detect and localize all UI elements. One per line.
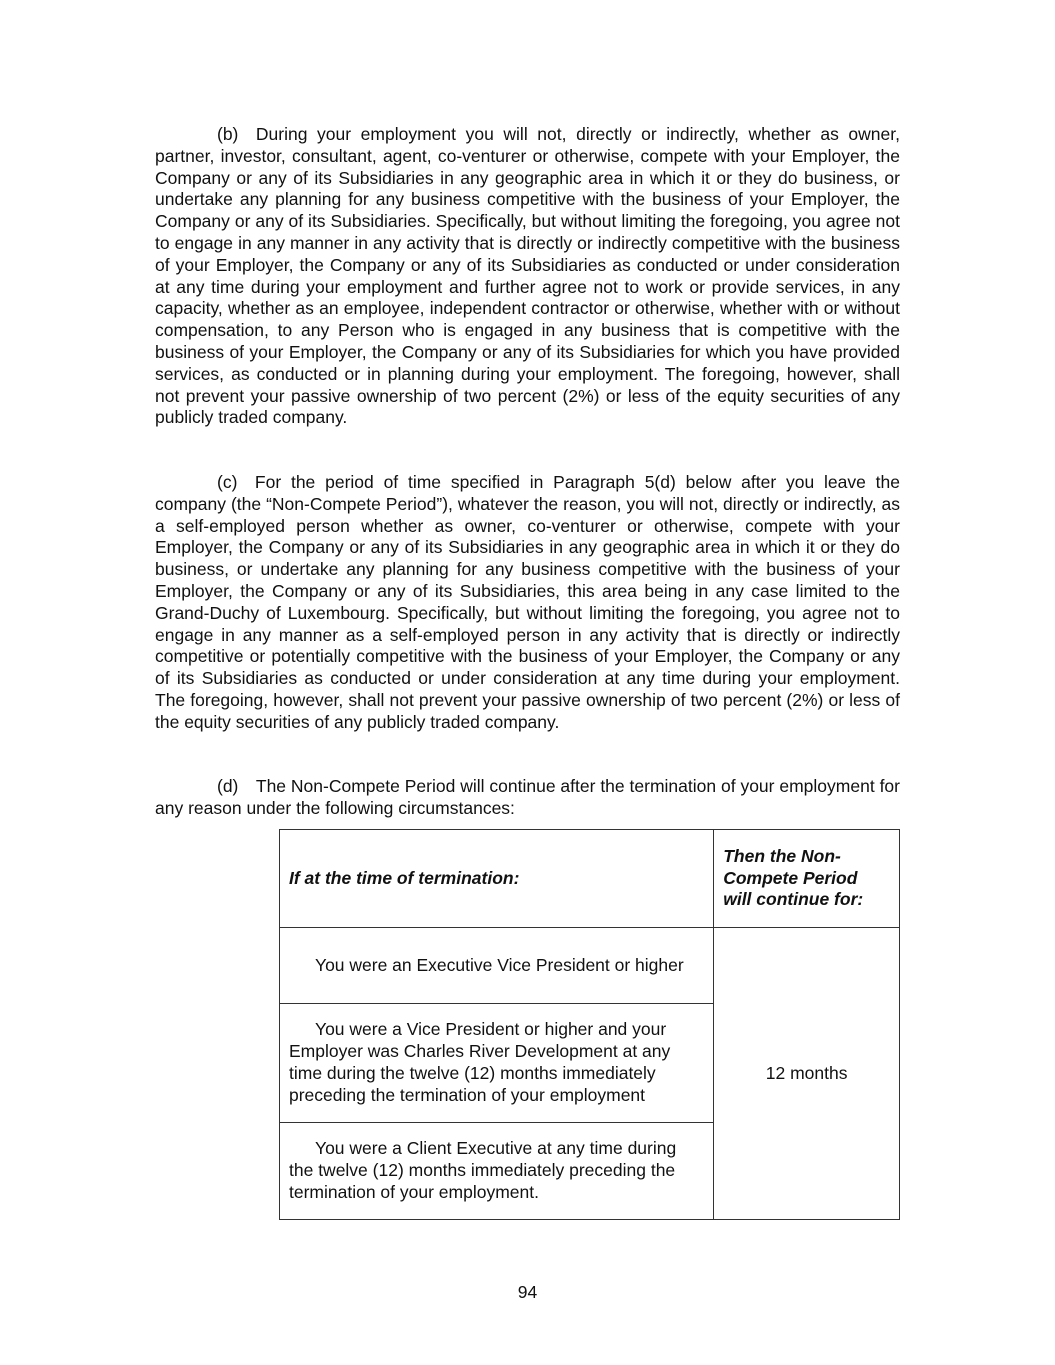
- table-header-row: [280, 830, 900, 928]
- table-row: [280, 928, 900, 1004]
- paragraph-c: (c) For the period of time specified in Paragraph 5(d) below after you leave the company (the “Non-Compete Period”), whatever the reason, you will not, directly or indirectly, as a self-employed person whether as owner, co-venturer or otherwise, compete with your Employer, the Company or any of its Subsidiaries in any geographic area in which it or they do business, or undertake any planning for any business competitive with the business of your Employer, the Company or any of its Subsidiaries, this area being in any case limited to the Grand-Duchy of Luxembourg. Specifically, but without limiting the foregoing, you agree not to engage in any manner as a self-employed person in any activity that is directly or indirectly competitive or potentially competitive with the business of your Employer, the Company or any of its Subsidiaries as conducted or under consideration at any time during your employment. The foregoing, however, shall not prevent your passive ownership of two percent (2%) or less of the equity securities of any publicly traded company.: [155, 472, 900, 732]
- table-cell-condition: You were an Executive Vice President or higher: [280, 928, 714, 1004]
- table-cell-condition: You were a Client Executive at any time during the twelve (12) months immediately preceding the termination of your employment.: [280, 1123, 714, 1220]
- paragraph-b: (b) During your employment you will not, directly or indirectly, whether as owner, partner, investor, consultant, agent, co-venturer or otherwise, compete with your Employer, the Company or any of its Subsidiaries in any geographic area in which it or they do business, or undertake any planning for any business competitive with the business of your Employer, the Company or any of its Subsidiaries. Specifically, but without limiting the foregoing, you agree not to engage in any manner in any activity that is directly or indirectly competitive with the business of your Employer, the Company or any of its Subsidiaries as conducted or under consideration at any time during your employment and further agree not to work or provide services, in any capacity, whether as an employee, independent contractor or otherwise, whether with or without compensation, to any Person who is engaged in any business that is competitive with the business of your Employer, the Company or any of its Subsidiaries for which you have provided services, as conducted or in planning during your employment. The foregoing, however, shall not prevent your passive ownership of two percent (2%) or less of the equity securities of any publicly traded company.: [155, 124, 900, 428]
- table-header-condition: If at the time of termination:: [280, 830, 714, 928]
- paragraph-d: (d) The Non-Compete Period will continue after the termination of your employment for any reason under the following circumstances:: [155, 776, 900, 818]
- non-compete-table: [279, 829, 900, 1220]
- table-cell-duration: 12 months: [714, 928, 900, 1220]
- page-number: 94: [517, 1282, 538, 1302]
- table-header-duration: Then the Non-Compete Period will continue for:: [714, 830, 900, 928]
- table-cell-condition: You were a Vice President or higher and your Employer was Charles River Development at any time during the twelve (12) months immediately preceding the termination of your employment: [280, 1004, 714, 1123]
